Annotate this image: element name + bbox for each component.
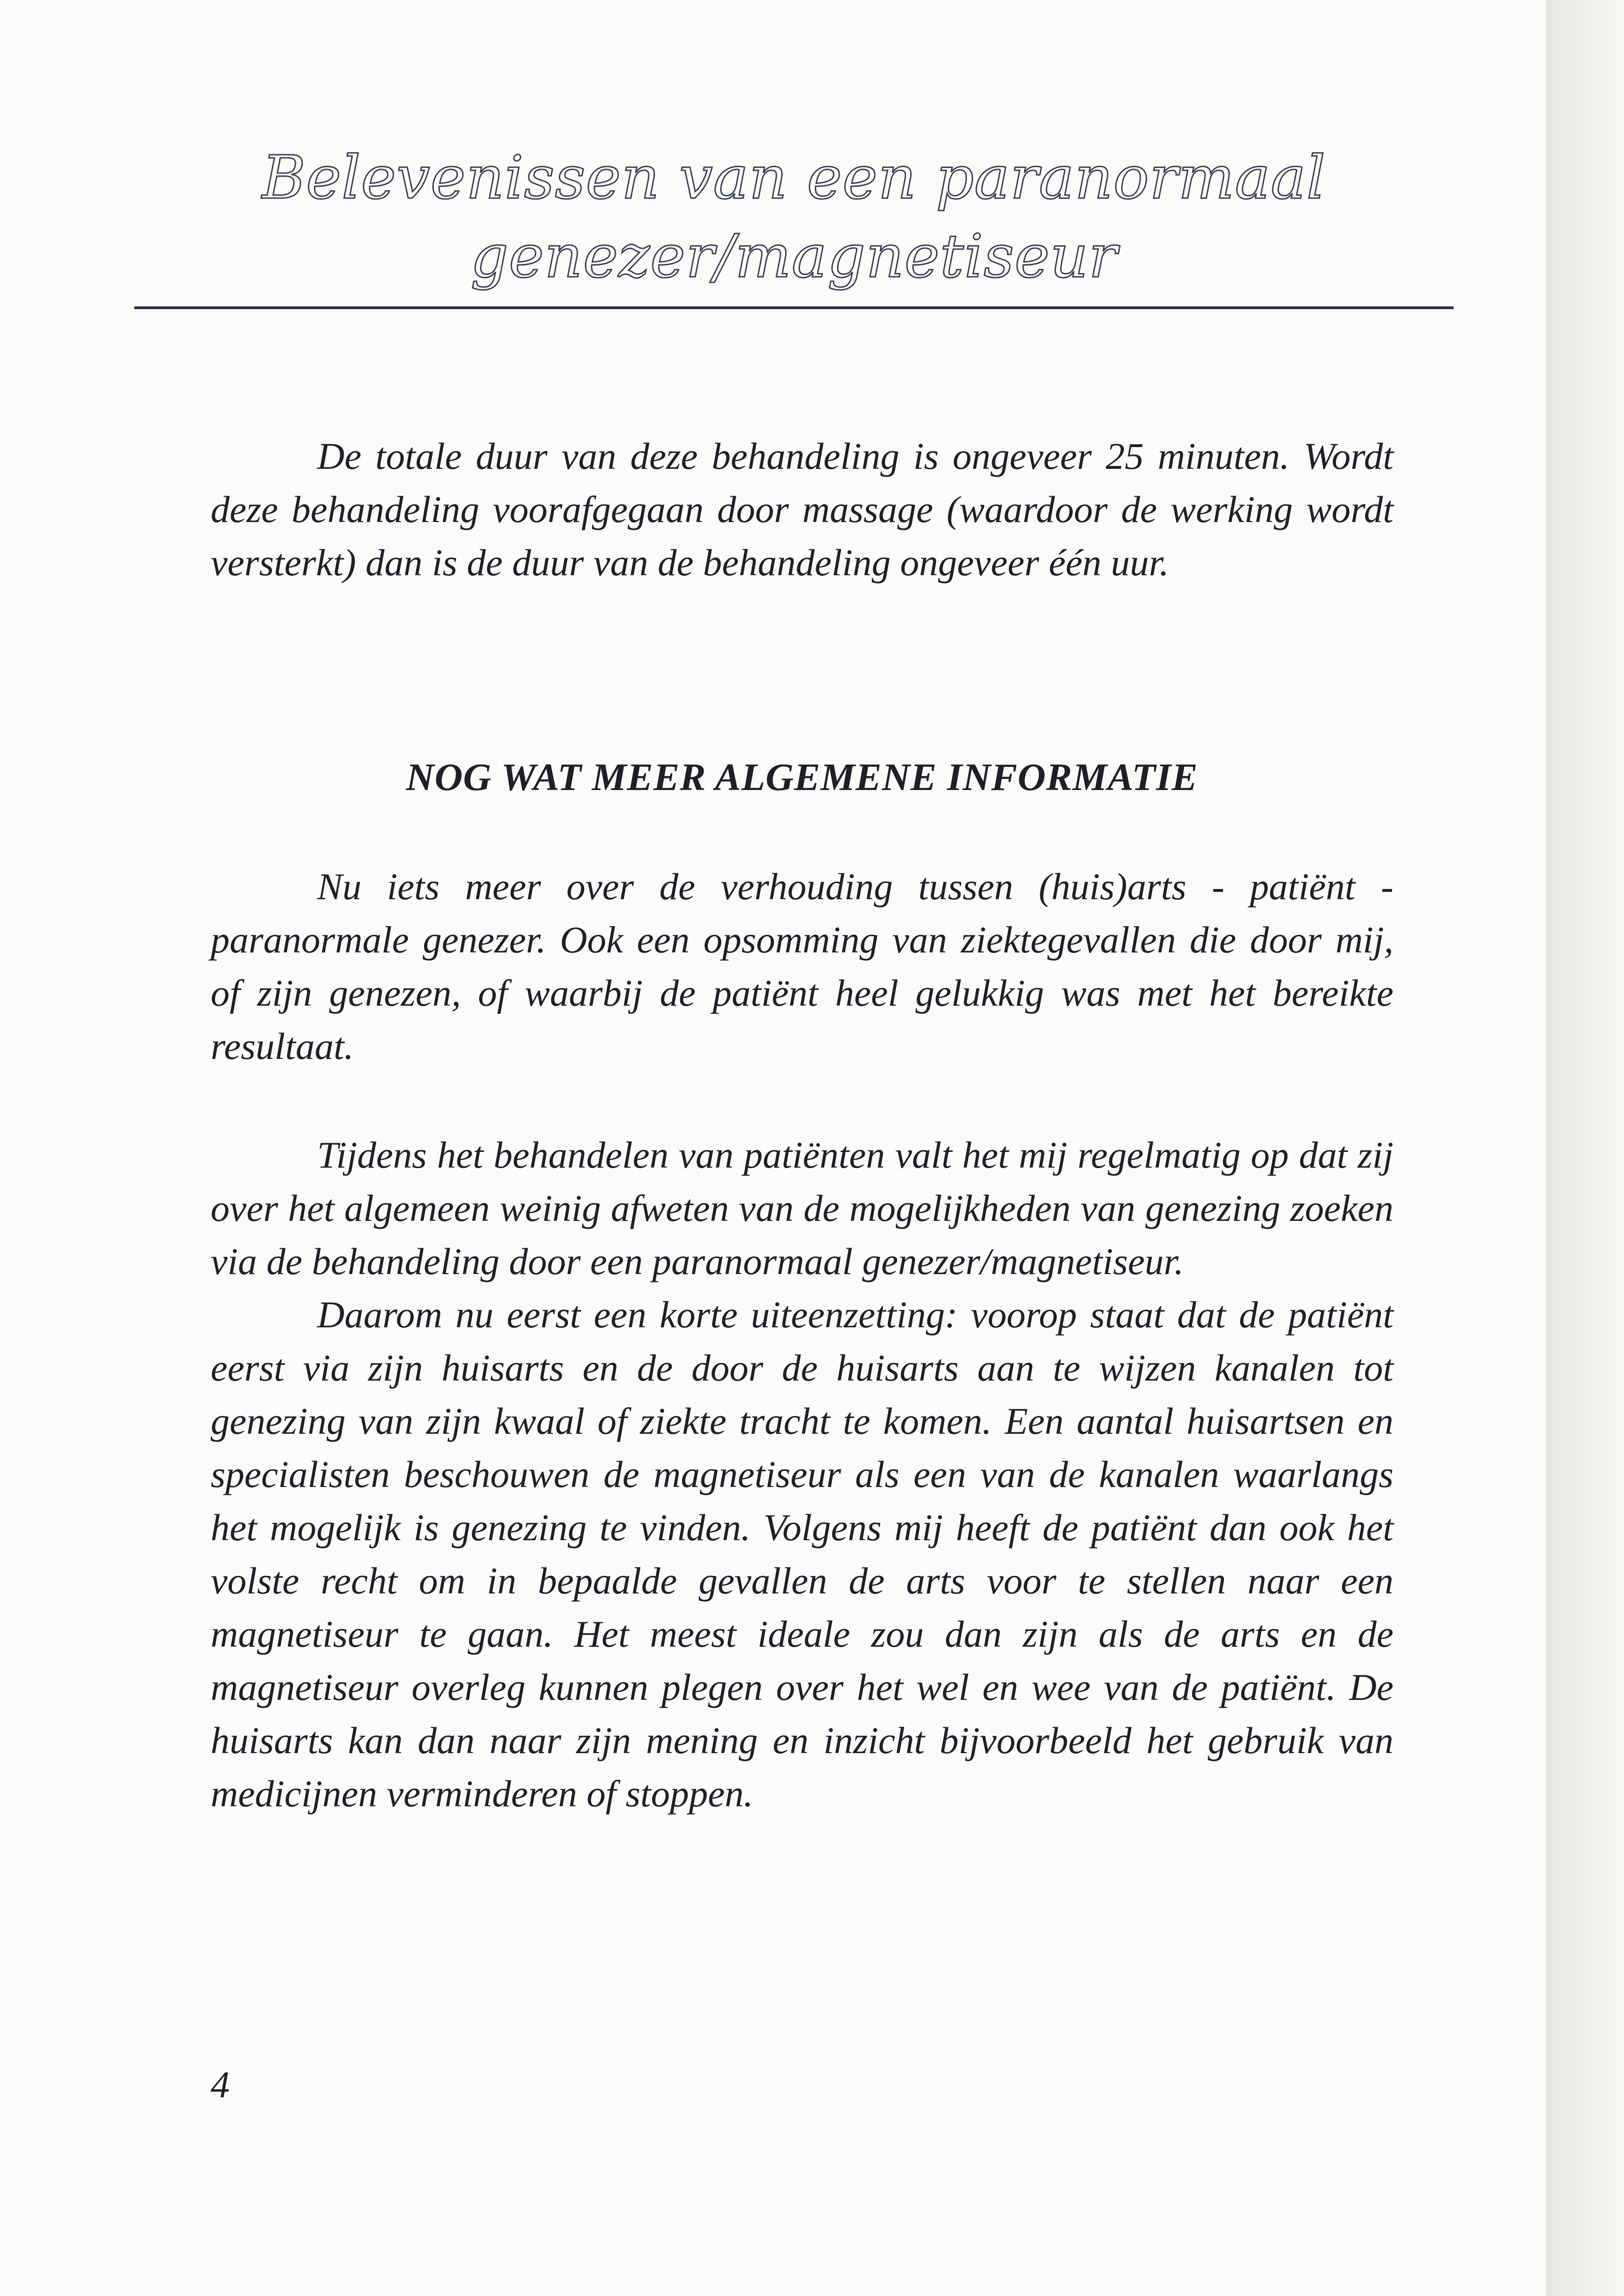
header-title-line-1: Belevenissen van een paranormaal bbox=[262, 143, 1326, 212]
header-divider bbox=[134, 306, 1454, 309]
paragraph-text: Tijdens het behandelen van patiënten valt het mij regelmatig op dat zij over het algemeen weinig afweten van de mogelijkheden van genezing zoeken via de behandeling door een paranormaal genezer/magnetiseur. bbox=[211, 1134, 1393, 1282]
paragraph-intro bbox=[211, 860, 1393, 1073]
section-heading: NOG WAT MEER ALGEMENE INFORMATIE bbox=[406, 756, 1198, 799]
running-header bbox=[134, 139, 1454, 296]
page-edge-shadow bbox=[1546, 0, 1624, 2296]
paragraph-treatment-duration bbox=[211, 429, 1393, 589]
paragraph-block-patients bbox=[211, 1128, 1393, 1820]
paragraph-text: De totale duur van deze behandeling is ongeveer 25 minuten. Wordt deze behandeling voorafgegaan door massage (waardoor de werking wordt versterkt) dan is de duur van de behandeling ongeveer één uur. bbox=[211, 435, 1393, 584]
paragraph-text: Daarom nu eerst een korte uiteenzetting: voorop staat dat de patiënt eerst via zijn huisarts en de door de huisarts aan te wijzen kanalen tot genezing van zijn kwaal of ziekte tracht te komen. Een aantal huisartsen en specialisten beschouwen de magnetiseur als een van de kanalen waarlangs het mogelijk is genezing te vinden. Volgens mij heeft de patiënt dan ook het volste recht om in bepaalde gevallen de arts voor te stellen naar een magnetiseur te gaan. Het meest ideale zou dan zijn als de arts en de magnetiseur overleg kunnen plegen over het wel en wee van de patiënt. De huisarts kan dan naar zijn mening en inzicht bijvoorbeeld het gebruik van medicijnen verminderen of stoppen. bbox=[211, 1294, 1393, 1815]
page-number: 4 bbox=[211, 2064, 230, 2106]
header-title-line-2: genezer/magnetiseur bbox=[470, 222, 1118, 291]
paragraph-text: Nu iets meer over de verhouding tussen (huis)arts - patiënt - paranormale genezer. Ook een opsomming van ziektegevallen die door mij, of zijn genezen, of waarbij de patiënt heel gelukkig was met het bereikte resultaat. bbox=[211, 865, 1393, 1067]
